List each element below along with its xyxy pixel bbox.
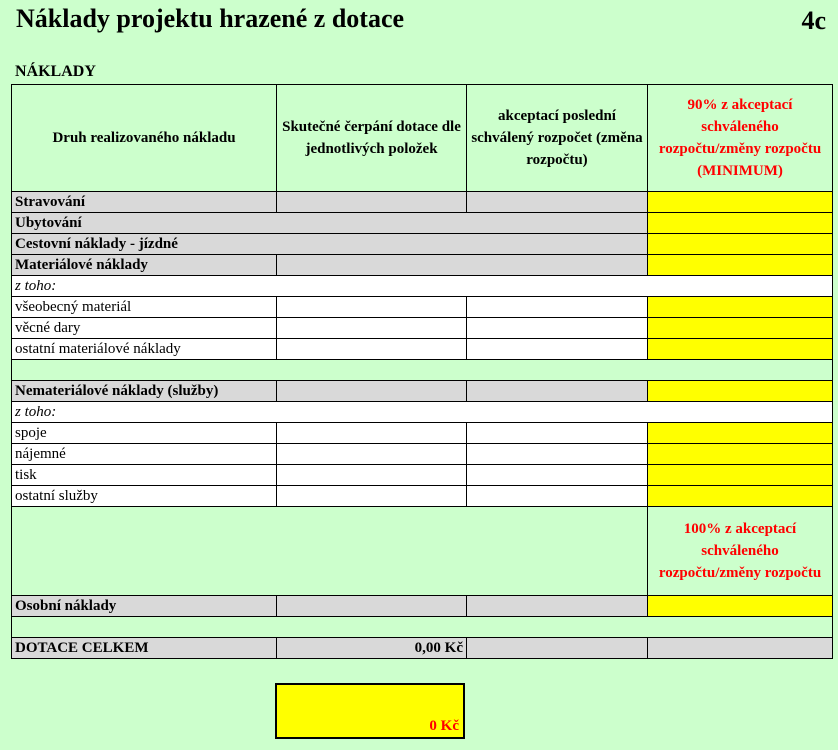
total-box <box>275 683 465 739</box>
cell-minimum <box>648 297 833 318</box>
cell-minimum <box>648 596 833 617</box>
cell-budget[interactable] <box>467 192 648 213</box>
cap-spacer <box>12 507 648 596</box>
table-row <box>12 192 833 213</box>
cell-minimum <box>648 423 833 444</box>
cell-actual[interactable] <box>277 596 467 617</box>
spacer-cell <box>12 617 833 638</box>
cell-actual[interactable] <box>277 423 467 444</box>
table-header-row <box>12 85 833 192</box>
row-label-ztoho: z toho: <box>12 402 833 423</box>
cell-minimum <box>648 381 833 402</box>
cell-minimum <box>648 465 833 486</box>
table-row <box>12 255 833 276</box>
cell-minimum <box>648 234 833 255</box>
cell-budget[interactable] <box>467 596 648 617</box>
table-row <box>12 444 833 465</box>
cell-budget[interactable] <box>467 339 648 360</box>
row-label-dotace: DOTACE CELKEM <box>12 638 277 659</box>
column-header-type: Druh realizovaného nákladu <box>12 85 277 192</box>
table-row <box>12 234 833 255</box>
cell-minimum <box>648 213 833 234</box>
dotace-total-value: 0,00 Kč <box>277 638 467 659</box>
cell-actual[interactable] <box>277 339 467 360</box>
row-label-ostatni-mat: ostatní materiálové náklady <box>12 339 277 360</box>
table-row <box>12 381 833 402</box>
cell-actual[interactable] <box>277 318 467 339</box>
row-label-stravovani: Stravování <box>12 192 277 213</box>
row-label-ubytovani: Ubytování <box>12 213 648 234</box>
form-code: 4c <box>801 6 826 35</box>
spacer-row <box>12 617 833 638</box>
row-label-nemateriálove: Nemateriálové náklady (služby) <box>12 381 277 402</box>
table-row <box>12 465 833 486</box>
cell-budget <box>467 638 648 659</box>
cell-minimum <box>648 638 833 659</box>
page-title: Náklady projektu hrazené z dotace <box>16 4 405 33</box>
cell-actual[interactable] <box>277 486 467 507</box>
cell-budget[interactable] <box>467 465 648 486</box>
total-row <box>12 638 833 659</box>
cell-minimum <box>648 444 833 465</box>
cap-label-100: 100% z akceptací schváleného rozpočtu/změny rozpočtu <box>648 507 833 596</box>
row-label-najemne: nájemné <box>12 444 277 465</box>
row-label-spoje: spoje <box>12 423 277 444</box>
cell-budget[interactable] <box>467 318 648 339</box>
cell-actual[interactable] <box>277 255 648 276</box>
row-label-materialove: Materiálové náklady <box>12 255 277 276</box>
table-row <box>12 297 833 318</box>
cell-actual[interactable] <box>277 297 467 318</box>
cell-actual[interactable] <box>277 465 467 486</box>
cell-minimum <box>648 486 833 507</box>
table-row <box>12 318 833 339</box>
cell-minimum <box>648 339 833 360</box>
cell-actual[interactable] <box>277 192 467 213</box>
table-row <box>12 423 833 444</box>
table-row <box>12 402 833 423</box>
cell-budget[interactable] <box>467 444 648 465</box>
table-row <box>12 276 833 297</box>
cell-minimum <box>648 255 833 276</box>
total-value: 0 Kč <box>429 718 459 734</box>
row-label-vseobecny: všeobecný materiál <box>12 297 277 318</box>
cell-minimum <box>648 192 833 213</box>
cell-actual[interactable] <box>277 381 467 402</box>
column-header-actual: Skutečné čerpání dotace dle jednotlivých položek <box>277 85 467 192</box>
cell-actual[interactable] <box>277 444 467 465</box>
row-label-osobni: Osobní náklady <box>12 596 277 617</box>
column-header-minimum: 90% z akceptací schváleného rozpočtu/změny rozpočtu (MINIMUM) <box>648 85 833 192</box>
section-title: NÁKLADY <box>15 63 96 80</box>
table-row <box>12 596 833 617</box>
table-row <box>12 486 833 507</box>
row-label-ostatni-sluzby: ostatní služby <box>12 486 277 507</box>
cell-budget[interactable] <box>467 486 648 507</box>
column-header-budget: akceptací poslední schválený rozpočet (změna rozpočtu) <box>467 85 648 192</box>
cell-budget[interactable] <box>467 423 648 444</box>
cell-budget[interactable] <box>467 297 648 318</box>
row-label-cestovni: Cestovní náklady - jízdné <box>12 234 648 255</box>
row-label-tisk: tisk <box>12 465 277 486</box>
row-label-ztoho: z toho: <box>12 276 833 297</box>
spacer-cell <box>12 360 833 381</box>
cap-row <box>12 507 833 596</box>
cell-budget[interactable] <box>467 381 648 402</box>
cost-table <box>11 84 833 659</box>
table-row <box>12 213 833 234</box>
cell-minimum <box>648 318 833 339</box>
row-label-vecne: věcné dary <box>12 318 277 339</box>
table-row <box>12 339 833 360</box>
spacer-row <box>12 360 833 381</box>
